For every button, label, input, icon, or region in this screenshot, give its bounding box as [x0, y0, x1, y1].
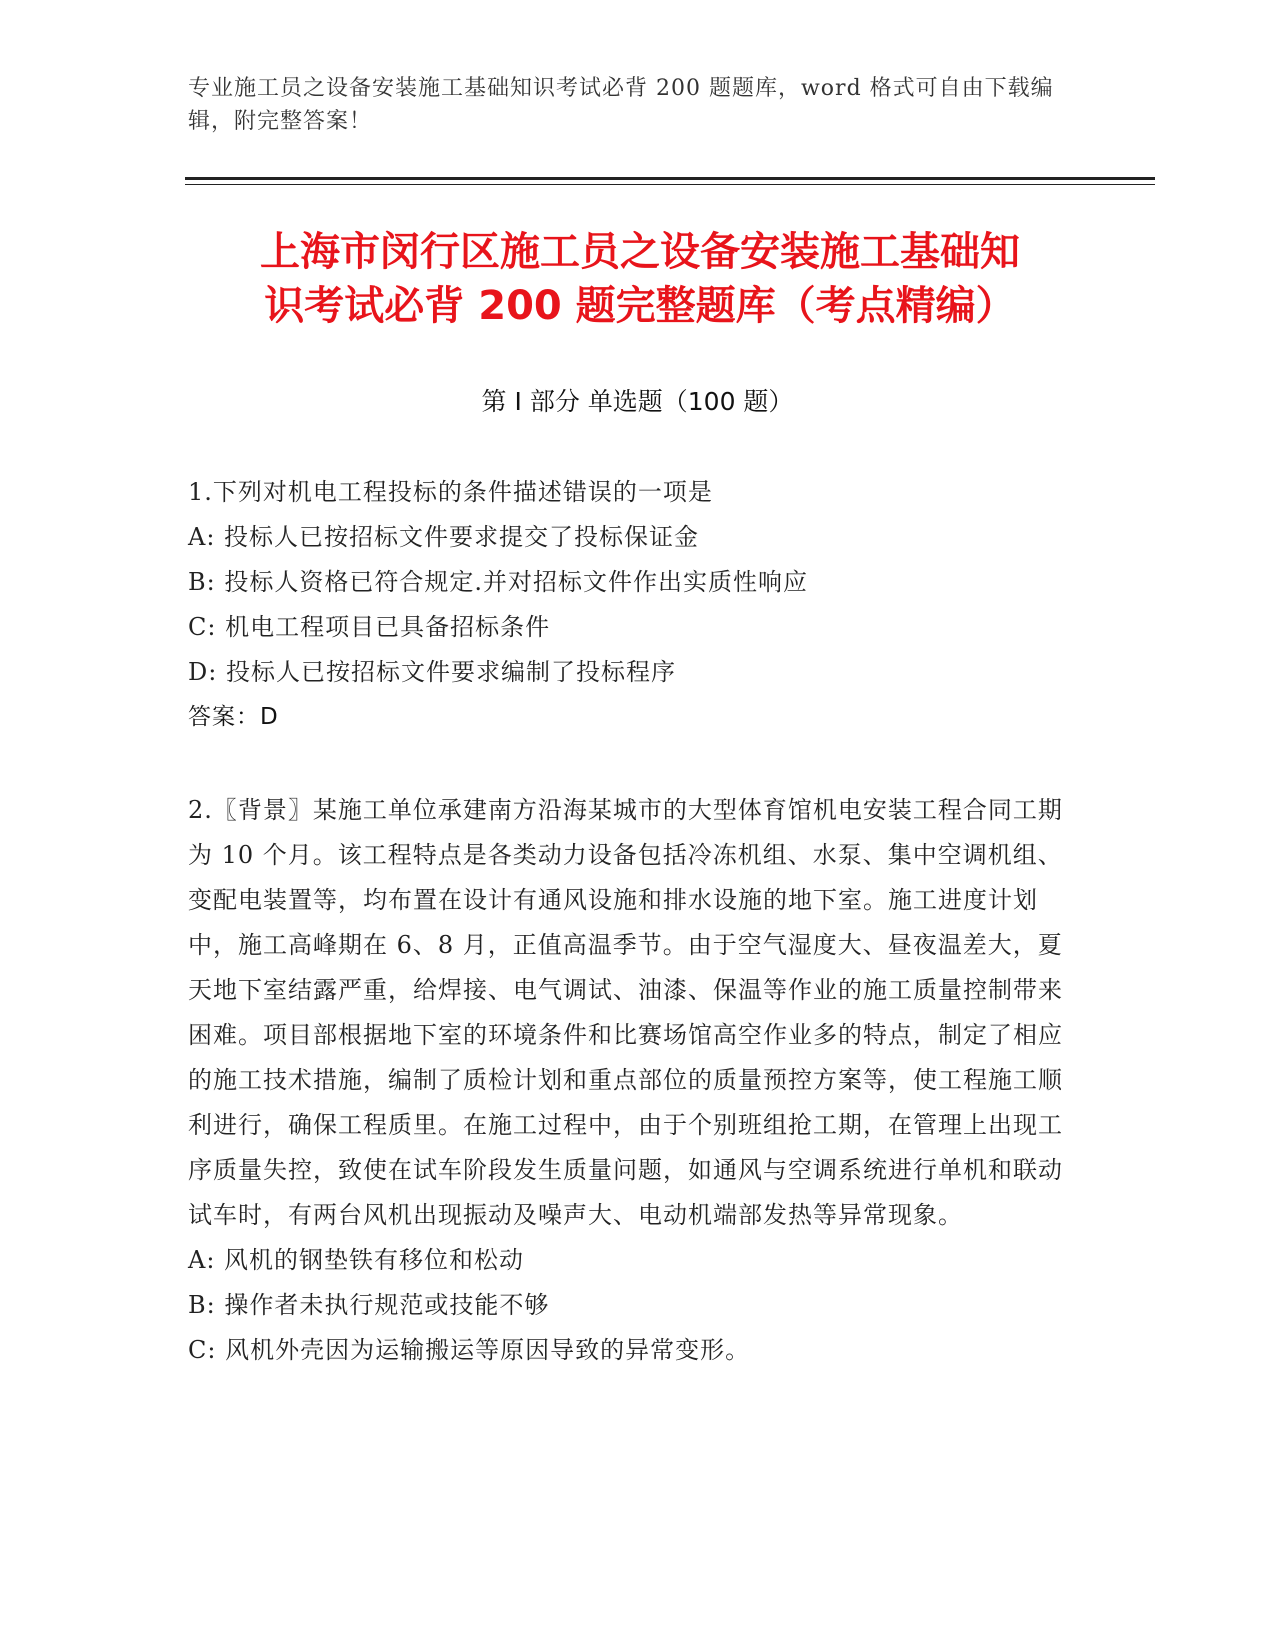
option-a: A: 投标人已按招标文件要求提交了投标保证金 [188, 523, 700, 551]
document-title [190, 225, 1090, 333]
header-note: 专业施工员之设备安装施工基础知识考试必背 200 题题库，word 格式可自由下载编辑，附完整答案！ [188, 76, 1054, 134]
option-c: C: 风机外壳因为运输搬运等原因导致的异常变形。 [188, 1336, 751, 1364]
document-title-line-1: 上海市闵行区施工员之设备安装施工基础知 [260, 229, 1020, 275]
answer-label: 答案：D [188, 704, 279, 730]
question-stem: 1.下列对机电工程投标的条件描述错误的一项是 [188, 478, 713, 506]
option-b: B: 投标人资格已符合规定.并对招标文件作出实质性响应 [188, 568, 808, 596]
question-2 [188, 788, 1068, 1373]
header-divider-thin [185, 184, 1155, 185]
option-a: A: 风机的钢垫铁有移位和松动 [188, 1246, 525, 1274]
option-c: C: 机电工程项目已具备招标条件 [188, 613, 551, 641]
option-b: B: 操作者未执行规范或技能不够 [188, 1291, 550, 1319]
header-divider-thick [185, 177, 1155, 180]
section-heading: 第 I 部分 单选题（100 题） [481, 387, 794, 416]
question-stem: 2.〖背景〗某施工单位承建南方沿海某城市的大型体育馆机电安装工程合同工期为 10 个月。该工程特点是各类动力设备包括冷冻机组、水泵、集中空调机组、变配电装置等，均布置在设计有通风设施和排水设施的地下室。施工进度计划中，施工高峰期在 6、8 月，正值高温季节。由于空气湿度大、昼夜温差大，夏天地下室结露严重，给焊接、电气调试、油漆、保温等作业的施工质量控制带来困难。项目部根据地下室的环境条件和比赛场馆高空作业多的特点，制定了相应的施工技术措施，编制了质检计划和重点部位的质量预控方案等，使工程施工顺利进行，确保工程质里。在施工过程中，由于个别班组抢工期，在管理上出现工序质量失控，致使在试车阶段发生质量问题，如通风与空调系统进行单机和联动试车时，有两台风机出现振动及噪声大、电动机端部发热等异常现象。 [188, 796, 1063, 1229]
option-d: D: 投标人已按招标文件要求编制了投标程序 [188, 658, 676, 686]
document-title-line-2: 识考试必背 200 题完整题库（考点精编） [264, 283, 1016, 329]
question-1 [188, 470, 1068, 740]
